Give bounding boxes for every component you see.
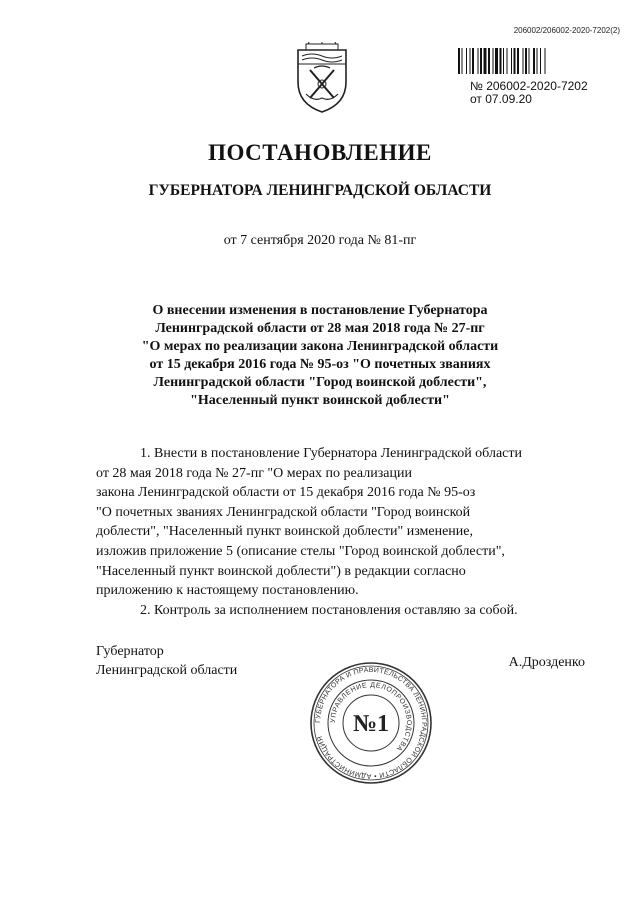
signatory-title: Губернатор	[96, 644, 164, 659]
document-title: ПОСТАНОВЛЕНИЕ	[208, 140, 432, 165]
signatory-region: Ленинградской области	[96, 663, 238, 678]
paragraph-line: закона Ленинградской области от 15 декабря 2016 года № 95-оз	[96, 485, 476, 501]
stamp-inner-text: УПРАВЛЕНИЕ ДЕЛОПРОИЗВОДСТВА	[329, 681, 413, 753]
document-subtitle: ГУБЕРНАТОРА ЛЕНИНГРАДСКОЙ ОБЛАСТИ	[148, 182, 492, 199]
signatory-name: А.Дрозденко	[508, 655, 585, 670]
registration-block	[470, 80, 588, 106]
paragraph-line: приложению к настоящему постановлению.	[96, 583, 359, 599]
heading-line: от 15 декабря 2016 года № 95-оз "О почетных званиях	[149, 357, 491, 372]
document-id: 206002/206002-2020-7202(2)	[513, 26, 620, 35]
stamp-ring-text: ГУБЕРНАТОРА И ПРАВИТЕЛЬСТВА ЛЕНИНГРАДСКОЙ ОБЛАСТИ • АДМИНИСТРАЦИЯ	[314, 666, 428, 780]
paragraph-line: от 28 мая 2018 года № 27-пг "О мерах по реализации	[96, 465, 412, 481]
barcode	[458, 48, 608, 74]
paragraph-line: "О почетных званиях Ленинградской области "Город воинской	[96, 504, 471, 520]
heading-line: Ленинградской области от 28 мая 2018 года № 27-пг	[155, 321, 485, 336]
document-body	[96, 444, 586, 620]
heading-line: О внесении изменения в постановление Губернатора	[152, 303, 488, 318]
heading-line: "О мерах по реализации закона Ленинградской области	[141, 339, 499, 354]
stamp-number: №1	[352, 711, 390, 737]
paragraph-line: 2. Контроль за исполнением постановления оставляю за собой.	[140, 602, 518, 618]
heading-line: "Населенный пункт воинской доблести"	[190, 393, 450, 408]
registration-date: от 07.09.20	[470, 92, 532, 106]
coat-of-arms-emblem	[292, 42, 352, 114]
paragraph-line: 1. Внести в постановление Губернатора Ленинградской области	[140, 446, 522, 461]
paragraph-line: "Населенный пункт воинской доблести") в редакции согласно	[96, 563, 466, 579]
document-date-number: от 7 сентября 2020 года № 81-пг	[223, 233, 417, 248]
paragraph-line: доблести", "Населенный пункт воинской доблести" изменение,	[96, 524, 474, 540]
registration-number: № 206002-2020-7202	[470, 79, 588, 93]
signatory-position	[96, 642, 237, 680]
paragraph-line: изложив приложение 5 (описание стелы "Город воинской доблести",	[96, 543, 505, 559]
official-seal-stamp	[308, 660, 434, 786]
heading-line: Ленинградской области "Город воинской доблести",	[153, 375, 487, 390]
document-heading	[0, 302, 640, 410]
